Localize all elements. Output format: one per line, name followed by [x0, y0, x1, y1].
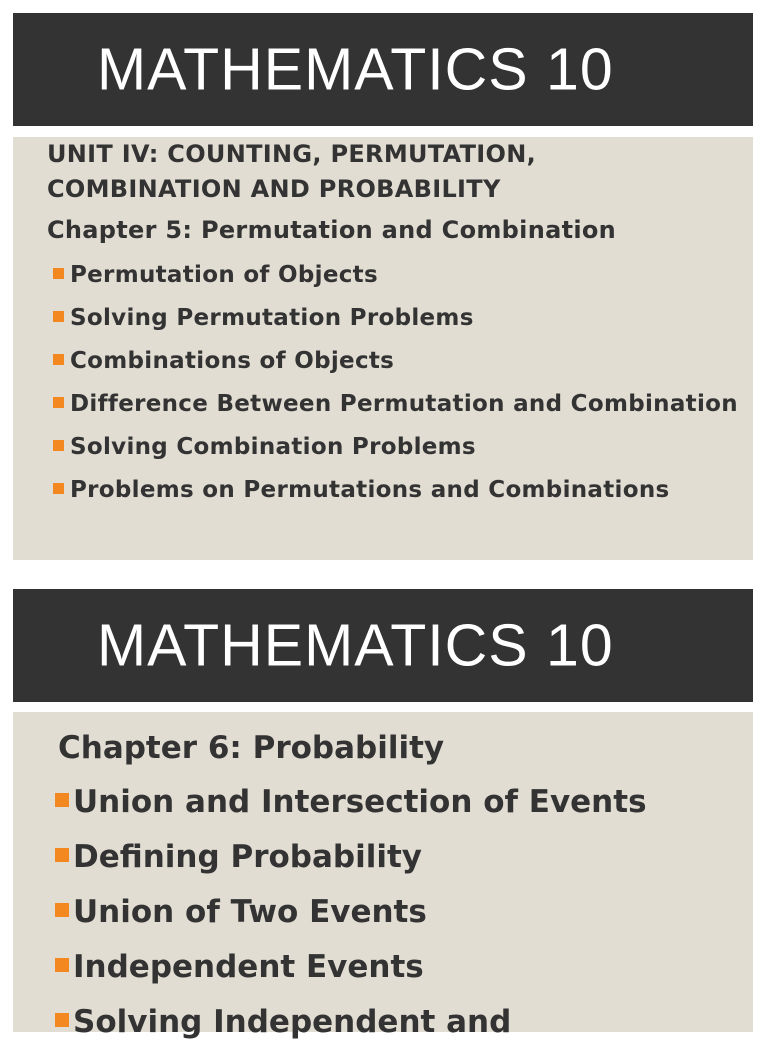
topic-label: Independent Events: [73, 949, 424, 985]
square-bullet-icon: [53, 440, 64, 451]
list-item: [55, 892, 745, 933]
slide1-topic-list: [53, 257, 743, 515]
topic-label: Permutation of Objects: [70, 262, 378, 288]
square-bullet-icon: [53, 268, 64, 279]
list-item: [53, 257, 743, 293]
list-item: [53, 300, 743, 336]
square-bullet-icon: [53, 397, 64, 408]
list-item: [55, 782, 745, 823]
topic-label: Solving Independent and: [73, 1004, 512, 1040]
slide1-title: MATHEMATICS 10: [97, 36, 614, 102]
topic-label: Defining Probability: [73, 839, 422, 875]
topic-label: Problems on Permutations and Combinations: [70, 477, 670, 503]
square-bullet-icon: [55, 793, 69, 807]
list-item: [55, 837, 745, 878]
topic-label: Union and Intersection of Events: [73, 784, 647, 820]
square-bullet-icon: [55, 958, 69, 972]
slide1-title-bar: [13, 13, 753, 126]
slide1-chapter-heading: Chapter 5: Permutation and Combination: [47, 216, 617, 244]
topic-label: Solving Combination Problems: [70, 434, 476, 460]
square-bullet-icon: [55, 848, 69, 862]
square-bullet-icon: [55, 1013, 69, 1027]
slide2-content: [13, 712, 753, 1040]
slide2-title: MATHEMATICS 10: [97, 612, 614, 678]
list-item: [53, 472, 743, 508]
list-item: [55, 947, 745, 988]
list-item: [55, 1002, 745, 1043]
slide2-chapter-heading: Chapter 6: Probability: [58, 730, 445, 766]
square-bullet-icon: [53, 483, 64, 494]
square-bullet-icon: [55, 903, 69, 917]
topic-label: Union of Two Events: [73, 894, 427, 930]
list-item: [53, 429, 743, 465]
square-bullet-icon: [53, 354, 64, 365]
slide2-title-bar: [13, 589, 753, 702]
topic-label: Combinations of Objects: [70, 348, 395, 374]
list-item: [53, 343, 743, 379]
slide1-content: [13, 137, 753, 560]
slide1-unit-heading: UNIT IV: COUNTING, PERMUTATION, COMBINATION AND PROBABILITY: [47, 140, 537, 203]
topic-label: Difference Between Permutation and Combination: [70, 391, 738, 417]
slide2-topic-list: [55, 782, 745, 1057]
square-bullet-icon: [53, 311, 64, 322]
list-item: [53, 386, 743, 422]
topic-label: Solving Permutation Problems: [70, 305, 474, 331]
